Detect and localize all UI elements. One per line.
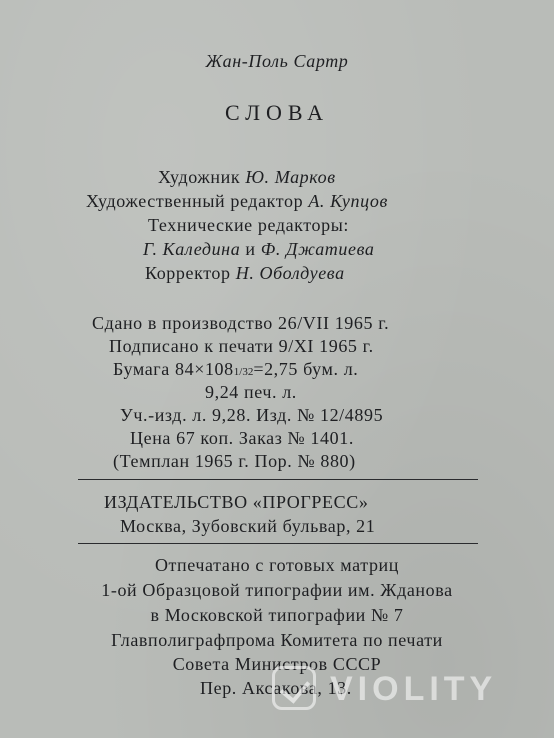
imprint-sheets: 9,24 печ. л.: [205, 382, 297, 402]
imprint-signed: Подписано к печати 9/XI 1965 г.: [109, 336, 374, 356]
paper-suffix: =2,75 бум. л.: [253, 359, 359, 379]
paper-prefix: Бумага 84: [113, 359, 195, 379]
printer-line-5: Совета Министров СССР: [172, 654, 382, 674]
publisher-name: ИЗДАТЕЛЬСТВО «ПРОГРЕСС»: [104, 492, 369, 512]
credit-tech-editors-names: [143, 240, 374, 258]
printer-line-3: в Московской типографии № 7: [150, 605, 404, 625]
credit-art-editor-label: Художественный редактор: [86, 191, 304, 211]
divider-bottom: [78, 543, 478, 544]
paper-cross: ×: [194, 359, 205, 379]
paper-mid: 108: [204, 359, 234, 379]
credit-artist-label: Художник: [158, 167, 241, 187]
book-title: СЛОВА: [224, 100, 330, 125]
tech-editor-and: и: [245, 239, 256, 259]
credit-proofreader-label: Корректор: [145, 263, 231, 283]
imprint-templan: (Темплан 1965 г. Пор. № 880): [113, 451, 356, 471]
credit-proofreader: [145, 264, 345, 282]
credit-proofreader-name: Н. Оболдуева: [235, 263, 345, 283]
credit-artist: [158, 168, 336, 186]
credit-art-editor: [86, 192, 388, 210]
imprint-edition: Уч.-изд. л. 9,28. Изд. № 12/4895: [120, 405, 384, 425]
violity-logo-icon: [272, 666, 316, 710]
tech-editor-2: Ф. Джатиева: [260, 239, 375, 259]
credit-art-editor-name: А. Купцов: [308, 191, 388, 211]
printer-line-2: 1-ой Образцовой типографии им. Жданова: [101, 580, 453, 600]
divider-top: [78, 479, 478, 480]
imprint-price: Цена 67 коп. Заказ № 1401.: [130, 428, 354, 448]
tech-editor-1: Г. Каледина: [143, 239, 241, 259]
author-name: Жан-Поль Сартр: [205, 51, 349, 71]
printer-line-4: Главполиграфпрома Комитета по печати: [111, 630, 443, 650]
printer-line-6: Пер. Аксакова, 13.: [200, 678, 352, 698]
printer-line-1: Отпечатано с готовых матриц: [154, 555, 400, 575]
watermark: [272, 660, 542, 720]
imprint-submitted: Сдано в производство 26/VII 1965 г.: [92, 313, 390, 333]
credit-artist-name: Ю. Марков: [245, 167, 336, 187]
credit-tech-editors-label: Технические редакторы:: [148, 215, 350, 235]
watermark-text: VIOLITY: [330, 670, 498, 708]
publisher-address: Москва, Зубовский бульвар, 21: [120, 516, 376, 536]
imprint-paper: [113, 360, 358, 378]
paper-fraction: 1/32: [233, 366, 254, 378]
